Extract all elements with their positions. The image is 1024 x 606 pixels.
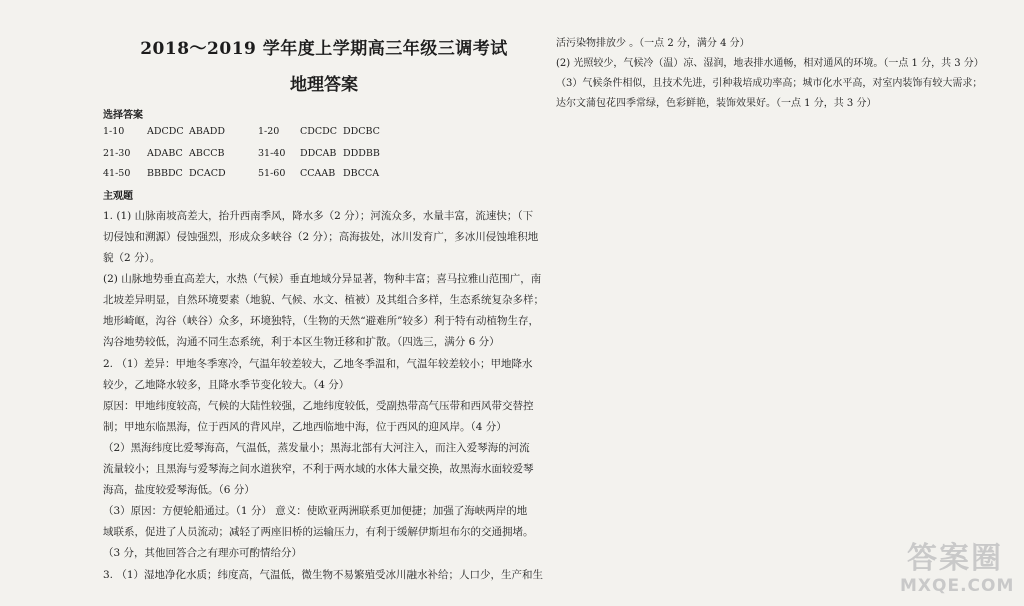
answer-line: （3 分，其他回答合之有理亦可酌情给分） bbox=[103, 547, 303, 559]
answer-line: 制；甲地东临黑海，位于西风的背风岸，乙地西临地中海，位于西风的迎风岸。（4 分） bbox=[103, 421, 507, 433]
site-watermark-logo bbox=[900, 541, 1015, 600]
choice-section-label: 选择答案 bbox=[103, 110, 143, 121]
answer-line: 达尔文蒲包花四季常绿，色彩鲜艳，装饰效果好。（一点 1 分，共 3 分） bbox=[556, 98, 877, 109]
watermark-url: MXQE.COM bbox=[900, 576, 1015, 596]
choice-range: 1-10 bbox=[103, 126, 125, 137]
answer-line: 较少，乙地降水较多，且降水季节变化较大。（4 分） bbox=[103, 379, 350, 391]
choice-answers: ADCDC bbox=[147, 126, 184, 137]
choice-answers: DDCAB bbox=[300, 148, 337, 159]
choice-answers: ABCCB bbox=[189, 148, 225, 159]
answer-line: 地形崎岖，沟谷（峡谷）众多，环境独特，（生物的天然“避难所”较多）利于特有动植物生存， bbox=[103, 315, 539, 327]
answer-line: 流量较小；且黑海与爱琴海之间水道狭窄，不利于两水域的水体大量交换，故黑海水面较爱琴 bbox=[103, 463, 534, 475]
answer-line: 海高，盐度较爱琴海低。（6 分） bbox=[103, 484, 255, 496]
answer-line: 貌（2 分）。 bbox=[103, 252, 161, 264]
watermark-text: 答案圈 bbox=[907, 541, 1003, 576]
subjective-section-label: 主观题 bbox=[103, 191, 133, 202]
choice-range: 31-40 bbox=[258, 148, 286, 159]
choice-range: 41-50 bbox=[103, 168, 131, 179]
answer-line: （3）原因：方便轮船通过。（1 分） 意义：使欧亚两洲联系更加便捷；加强了海峡两岸的地 bbox=[103, 505, 528, 517]
choice-answers: DDDBB bbox=[343, 148, 380, 159]
choice-answers: ADABC bbox=[147, 148, 183, 159]
answer-line: 北坡差异明显，自然环境要素（地貌、气候、水文、植被）及其组合多样，生态系统复杂多样； bbox=[103, 294, 544, 306]
answer-line: 切侵蚀和溯源）侵蚀强烈，形成众多峡谷（2 分）；高海拔处，冰川发育广，多冰川侵蚀堆积地 bbox=[103, 231, 539, 243]
choice-answers: DBCCA bbox=[343, 168, 380, 179]
answer-line: （3）气候条件相似，且技术先进，引种栽培成功率高；城市化水平高，对室内装饰有较大需求； bbox=[556, 78, 983, 89]
choice-answers: DDCBC bbox=[343, 126, 380, 137]
choice-answers: CDCDC bbox=[300, 126, 338, 137]
choice-answers: BBBDC bbox=[147, 168, 183, 179]
answer-line: (2) 光照较少，气候冷（温）凉、湿润，地表排水通畅，相对通风的环境。（一点 1 分，共 3 分） bbox=[556, 58, 984, 69]
choice-range: 51-60 bbox=[258, 168, 286, 179]
page-title: 2018～2019 学年度上学期高三年级三调考试 bbox=[140, 39, 508, 59]
answer-line: (2) 山脉地势垂直高差大，水热（气候）垂直地域分异显著，物种丰富；喜马拉雅山范围广，南 bbox=[103, 273, 542, 285]
choice-answers: DCACD bbox=[189, 168, 226, 179]
choice-answers: ABADD bbox=[189, 126, 225, 137]
answer-line: 沟谷地势较低，沟通不同生态系统，利于本区生物迁移和扩散。（四选三，满分 6 分） bbox=[103, 336, 500, 348]
answer-line: 原因：甲地纬度较高，气候的大陆性较强，乙地纬度较低，受副热带高气压带和西风带交替控 bbox=[103, 400, 534, 412]
choice-range: 1-20 bbox=[258, 126, 280, 137]
page-subtitle: 地理答案 bbox=[290, 75, 358, 95]
answer-line: 1. (1) 山脉南坡高差大，抬升西南季风，降水多（2 分）；河流众多，水量丰富，流速快；（下 bbox=[103, 210, 534, 222]
choice-answers: CCAAB bbox=[300, 168, 336, 179]
answer-line: 3. （1）湿地净化水质；纬度高，气温低，微生物不易繁殖受冰川融水补给；人口少，生产和生 bbox=[103, 569, 544, 581]
answer-line: 活污染物排放少 。（一点 2 分，满分 4 分） bbox=[556, 38, 750, 49]
answer-line: 域联系，促进了人员流动；减轻了两座旧桥的运输压力，有利于缓解伊斯坦布尔的交通拥堵。 bbox=[103, 526, 534, 538]
choice-range: 21-30 bbox=[103, 148, 131, 159]
answer-line: （2）黑海纬度比爱琴海高，气温低，蒸发量小；黑海北部有大河注入，而注入爱琴海的河流 bbox=[103, 442, 530, 454]
answer-line: 2. （1）差异：甲地冬季寒冷，气温年较差较大，乙地冬季温和，气温年较差较小；甲地降水 bbox=[103, 358, 533, 370]
